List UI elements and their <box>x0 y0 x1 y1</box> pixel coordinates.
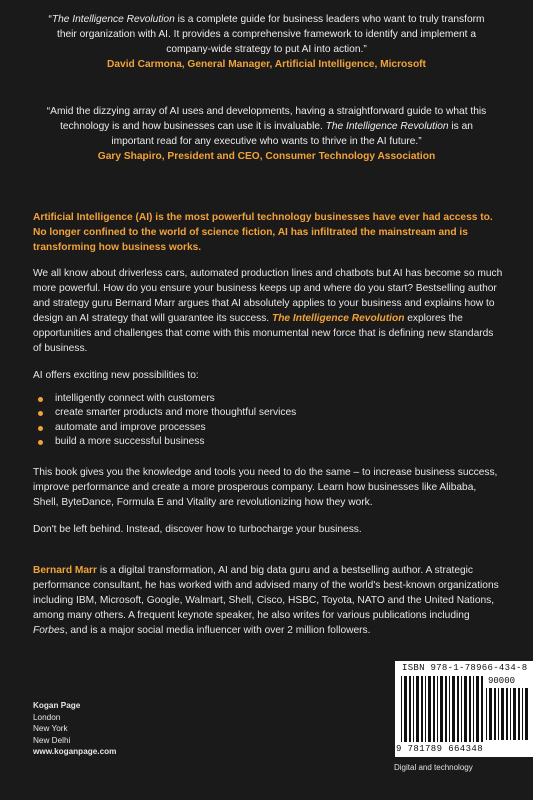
barcode-bar <box>522 688 523 740</box>
barcode-bar <box>513 688 516 740</box>
possibilities-list <box>33 392 493 449</box>
quote-2-text-before: “Amid the dizzying array of AI uses and developments, having a straightforward guide to what this technology is and how businesses can use it is invaluable. <box>46 106 487 132</box>
call-to-action: Don't be left behind. Instead, discover how to turbocharge your business. <box>33 524 362 535</box>
barcode-bar <box>506 688 508 740</box>
quote-2-book-title: The Intelligence Revolution <box>325 121 449 132</box>
barcode-bar <box>445 676 447 742</box>
author-bio-before: is a digital transformation, AI and big data guru and a bestselling author. A strategic performance consultant, he has worked with and advised many of the world's best-known organizations including IBM, Microsoft, Google, Walmart, Shell, Cisco, HSBC, Toyota, NATO and the United Nations, among many others. A frequent keynote speaker, he also writes for various publications including <box>33 565 499 621</box>
author-publication: Forbes <box>33 625 65 636</box>
barcode-bar <box>457 676 459 742</box>
knowledge-paragraph: This book gives you the knowledge and tools you need to do the same – to increase business success, improve performance and create a more prosperous company. Learn how businesses like Alibaba, Shell, ByteDance, Formula E and Vitality are revolutionizing how they work. <box>33 467 498 508</box>
quote-2 <box>40 104 493 164</box>
lead-paragraph: Artificial Intelligence (AI) is the most powerful technology businesses have ever had access to. No longer confined to the world of science fiction, AI has infiltrated the mainstream and is transforming how business works. <box>33 212 493 253</box>
barcode-bar <box>489 688 492 740</box>
publisher-city: London <box>33 712 61 722</box>
barcode-bar <box>501 688 504 740</box>
barcode-bar <box>433 676 435 742</box>
quote-1-open: “ <box>48 14 52 25</box>
bullet-icon <box>38 440 43 445</box>
author-bio-after: , and is a major social media influencer with over 2 million followers. <box>64 625 371 636</box>
barcode-bar <box>469 676 471 742</box>
barcode-bar <box>494 688 496 740</box>
quote-2-text-after: is an important read for any executive who wants to thrive in the AI future.” <box>111 121 473 147</box>
barcode-bar <box>404 676 407 742</box>
barcode-bar <box>476 676 479 742</box>
barcode-bar <box>525 688 528 740</box>
quote-1 <box>40 12 493 72</box>
intro-text-before: We all know about driverless cars, automated production lines and chatbots but AI has become so much more powerful. How do you ensure your business keeps up and where do you start? Bestselling author and strategy guru Bernard Marr argues that AI absolutely applies to your business and explains how to design an AI strategy that will guarantee its success. <box>33 268 503 324</box>
publisher-name: Kogan Page <box>33 701 81 710</box>
list-item: intelligently connect with customers <box>33 392 493 406</box>
bullet-icon <box>38 397 43 402</box>
quote-1-source: David Carmona, General Manager, Artificial Intelligence, Microsoft <box>107 59 426 70</box>
barcode-bar <box>518 688 520 740</box>
barcode-addon-bars <box>485 688 529 740</box>
barcode-bar <box>481 676 483 742</box>
barcode-bar <box>413 676 414 742</box>
barcode-bar <box>425 676 426 742</box>
barcode-bar <box>452 676 455 742</box>
barcode-bar <box>401 676 402 742</box>
ean-number: 9 781789 664348 <box>396 744 484 754</box>
publisher-city: New Delhi <box>33 735 71 745</box>
barcode-bar <box>440 676 443 742</box>
barcode-bar <box>437 676 438 742</box>
isbn-label: ISBN 978-1-78966-434-8 <box>402 663 528 673</box>
bullet-icon <box>38 411 43 416</box>
possibilities-intro: AI offers exciting new possibilities to: <box>33 370 199 381</box>
quote-2-source: Gary Shapiro, President and CEO, Consumer Technology Association <box>97 151 436 162</box>
intro-paragraph <box>33 266 503 356</box>
barcode-bar <box>428 676 431 742</box>
publisher-city: New York <box>33 724 68 733</box>
publisher-website: www.koganpage.com <box>33 747 117 756</box>
author-name: Bernard Marr <box>33 565 97 576</box>
publisher-block <box>33 700 116 758</box>
barcode-bar <box>510 688 511 740</box>
quote-1-book-title: The Intelligence Revolution <box>51 14 175 25</box>
barcode-addon-number: 90000 <box>488 676 516 686</box>
barcode-bar <box>464 676 467 742</box>
list-item: automate and improve processes <box>33 421 493 435</box>
barcode-bar <box>449 676 450 742</box>
barcode-bar <box>409 676 411 742</box>
intro-book-title: The Intelligence Revolution <box>271 313 405 324</box>
list-item: build a more successful business <box>33 435 493 449</box>
intro-text-after: explores the opportunities and challenges that come with this monumental new force that is defining new standards of business. <box>33 313 494 354</box>
barcode-bar <box>421 676 423 742</box>
author-bio <box>33 563 503 638</box>
barcode-bar <box>473 676 474 742</box>
bullet-icon <box>38 426 43 431</box>
barcode-bar <box>498 688 499 740</box>
category-label: Digital and technology <box>394 763 473 772</box>
barcode-main-bars <box>400 676 484 742</box>
list-item: create smarter products and more thoughtful services <box>33 406 493 420</box>
barcode-bar <box>416 676 419 742</box>
barcode-bar <box>461 676 462 742</box>
quote-1-text: is a complete guide for business leaders who want to truly transform their organization with AI. It provides a comprehensive framework to identify and implement a company-wide strategy to put AI into action.” <box>56 14 485 55</box>
barcode-bar <box>486 688 487 740</box>
